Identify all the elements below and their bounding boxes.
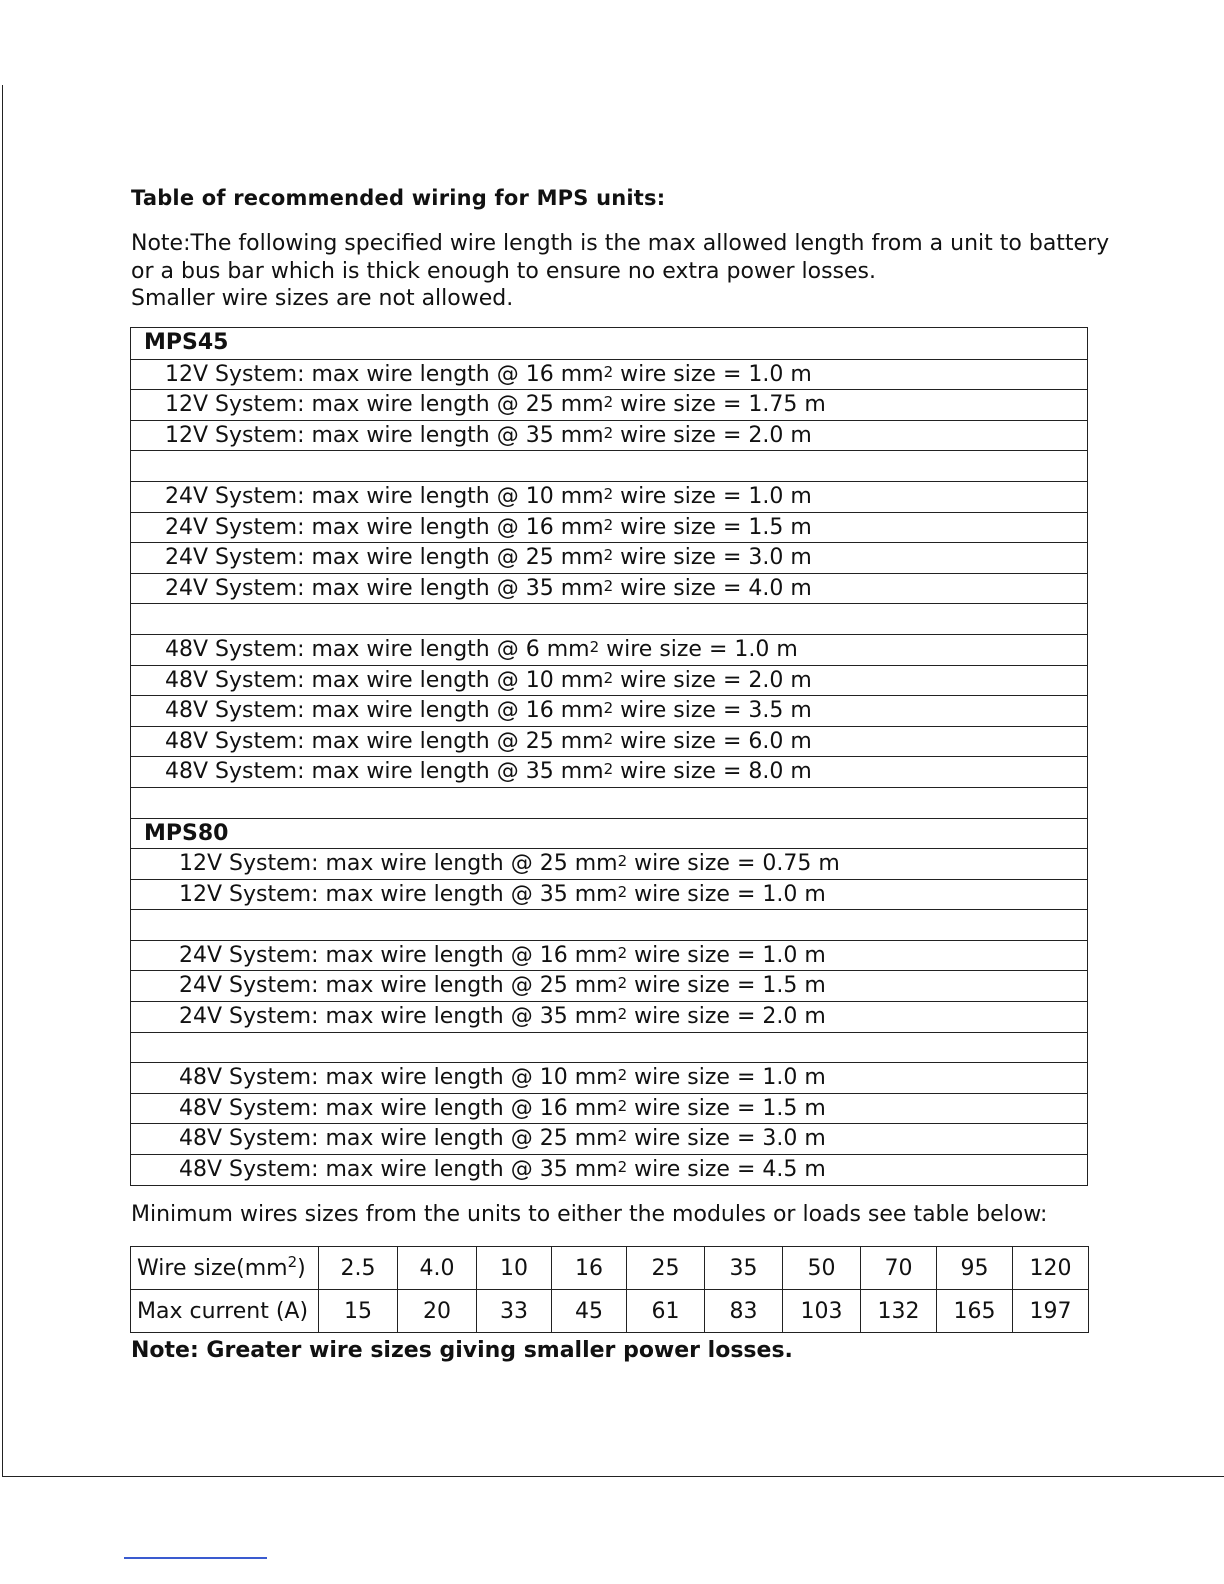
max-current-cell: 45	[552, 1290, 627, 1333]
spacer-row	[131, 1032, 1087, 1063]
max-current-cell: 165	[937, 1290, 1013, 1333]
wire-length-row: 48V System: max wire length @ 16 $mm^2$ wire size = 1.5 m	[131, 1093, 1087, 1124]
wire-size-cell: 35	[705, 1247, 783, 1290]
max-current-cell: 33	[477, 1290, 552, 1333]
wire-size-cell: 50	[783, 1247, 861, 1290]
wire-length-row: 12V System: max wire length @ 25 $mm^2$ wire size = 1.75 m	[131, 389, 1087, 420]
page-heading: Table of recommended wiring for MPS units:	[131, 186, 666, 210]
spacer-row	[131, 909, 1087, 940]
final-note: Note: Greater wire sizes giving smaller power losses.	[131, 1338, 793, 1363]
spacer-row	[131, 450, 1087, 481]
wire-length-row: 48V System: max wire length @ 10 $mm^2$ wire size = 1.0 m	[131, 1062, 1087, 1093]
max-current-cell: 103	[783, 1290, 861, 1333]
wire-length-row: 12V System: max wire length @ 35 $mm^2$ wire size = 1.0 m	[131, 879, 1087, 910]
model-heading: MPS45	[144, 330, 229, 355]
wire-size-cell: 95	[937, 1247, 1013, 1290]
spacer-row	[131, 603, 1087, 634]
wire-length-row: 24V System: max wire length @ 25 $mm^2$ wire size = 3.0 m	[131, 542, 1087, 573]
note-line: Note:The following specified wire length is the max allowed length from a unit to battery	[131, 231, 1110, 256]
wire-size-cell: 25	[627, 1247, 705, 1290]
spacer-row	[131, 787, 1087, 818]
wiring-note	[131, 230, 1111, 313]
wire-size-cell: 16	[552, 1247, 627, 1290]
wire-size-table	[130, 1246, 1089, 1333]
wire-size-cell: 70	[861, 1247, 937, 1290]
wire-size-cell: 10	[477, 1247, 552, 1290]
max-current-cell: 20	[398, 1290, 477, 1333]
wire-size-cell: 120	[1013, 1247, 1089, 1290]
max-current-cell: 61	[627, 1290, 705, 1333]
wire-length-row: 12V System: max wire length @ 35 $mm^2$ wire size = 2.0 m	[131, 420, 1087, 451]
wire-length-row: 48V System: max wire length @ 35 $mm^2$ wire size = 8.0 m	[131, 756, 1087, 787]
max-current-cell: 132	[861, 1290, 937, 1333]
wire-size-row	[131, 1247, 1089, 1290]
wiring-table	[130, 327, 1088, 1186]
max-current-cell: 83	[705, 1290, 783, 1333]
wire-length-row: 24V System: max wire length @ 35 $mm^2$ wire size = 4.0 m	[131, 573, 1087, 604]
wire-length-row: 48V System: max wire length @ 25 $mm^2$ wire size = 6.0 m	[131, 726, 1087, 757]
footer-rule	[124, 1557, 267, 1559]
wire-length-row: 24V System: max wire length @ 35 $mm^2$ wire size = 2.0 m	[131, 1001, 1087, 1032]
model-heading: MPS80	[131, 818, 1087, 849]
wire-length-row: 12V System: max wire length @ 16 $mm^2$ wire size = 1.0 m	[131, 359, 1087, 390]
wire-length-row: 48V System: max wire length @ 16 $mm^2$ wire size = 3.5 m	[131, 695, 1087, 726]
note-line: Smaller wire sizes are not allowed.	[131, 286, 514, 311]
wire-length-row: 48V System: max wire length @ 25 $mm^2$ wire size = 3.0 m	[131, 1123, 1087, 1154]
wire-length-row: 24V System: max wire length @ 10 $mm^2$ wire size = 1.0 m	[131, 481, 1087, 512]
max-current-cell: 197	[1013, 1290, 1089, 1333]
max-current-cell: 15	[319, 1290, 398, 1333]
page-frame-bottom	[2, 1476, 1224, 1477]
minimum-sizes-note: Minimum wires sizes from the units to either the modules or loads see table below:	[131, 1202, 1048, 1227]
note-line: or a bus bar which is thick enough to ensure no extra power losses.	[131, 258, 877, 284]
wire-size-cell: 2.5	[319, 1247, 398, 1290]
wire-length-row: 24V System: max wire length @ 16 $mm^2$ wire size = 1.0 m	[131, 940, 1087, 971]
wire-size-cell: 4.0	[398, 1247, 477, 1290]
wire-length-row: 24V System: max wire length @ 16 $mm^2$ wire size = 1.5 m	[131, 512, 1087, 543]
wire-length-row: 24V System: max wire length @ 25 $mm^2$ wire size = 1.5 m	[131, 970, 1087, 1001]
page-frame-left	[2, 85, 3, 1477]
wire-length-row: 12V System: max wire length @ 25 $mm^2$ wire size = 0.75 m	[131, 848, 1087, 879]
wire-length-row: 48V System: max wire length @ 35 $mm^2$ wire size = 4.5 m	[131, 1154, 1087, 1185]
wire-size-header: Wire $size(mm^2)$	[131, 1247, 319, 1290]
max-current-row	[131, 1290, 1089, 1333]
max-current-header: Max current (A)	[131, 1290, 319, 1333]
wire-length-row: 48V System: max wire length @ 6 $mm^2$ wire size = 1.0 m	[131, 634, 1087, 665]
wire-length-row: 48V System: max wire length @ 10 $mm^2$ wire size = 2.0 m	[131, 665, 1087, 696]
